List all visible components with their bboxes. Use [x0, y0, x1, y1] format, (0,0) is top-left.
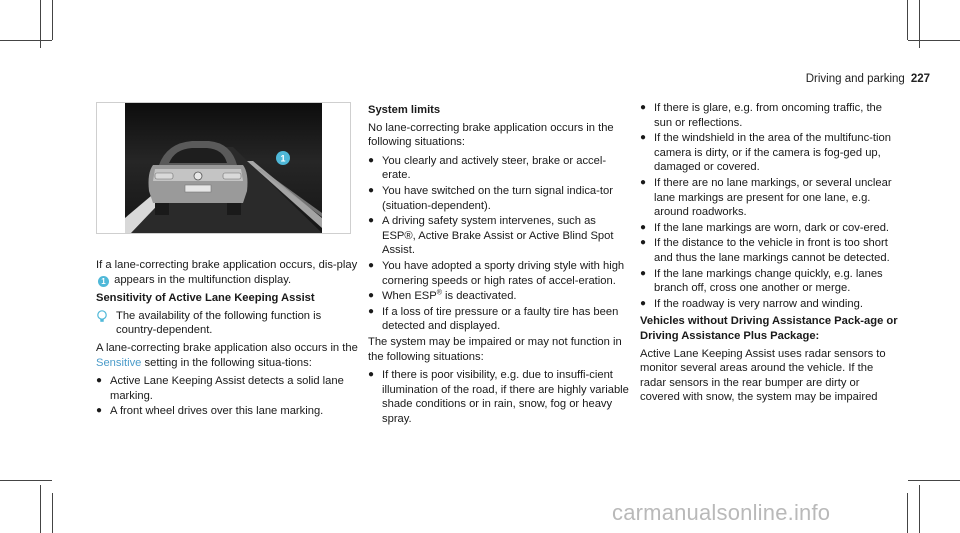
crop-mark — [52, 0, 53, 40]
list-item: ● If a loss of tire pressure or a faulty tire has been detected and displayed. — [368, 305, 619, 333]
bullet-icon: ● — [96, 375, 103, 387]
bullet-icon: ● — [368, 154, 375, 166]
section-title: Driving and parking — [805, 73, 905, 85]
bullet-icon: ● — [368, 305, 375, 317]
bullet-icon: ● — [640, 176, 647, 188]
vehicles-without-heading: Vehicles without Driving Assistance Pack-age or Driving Assistance Plus Package: — [640, 315, 898, 342]
bullet-icon: ● — [368, 184, 375, 196]
crop-mark — [907, 493, 908, 533]
crop-mark — [908, 40, 960, 41]
column-left — [96, 258, 358, 420]
list-item: ● When ESP® is deactivated. — [368, 289, 517, 303]
crop-mark — [908, 480, 960, 481]
list-item: ● If the lane markings are worn, dark or cov-ered. — [640, 221, 890, 234]
lane-assist-illustration — [96, 102, 351, 234]
bullet-icon: ● — [640, 237, 647, 249]
list-item: ● A front wheel drives over this lane marking. — [96, 405, 324, 418]
list-item: ● If the distance to the vehicle in front is too short and thus the lane markings cannot be detected. — [640, 237, 890, 264]
crop-mark — [40, 485, 41, 533]
list-item: ● Active Lane Keeping Assist detects a solid lane marking. — [96, 375, 344, 402]
list-item: ● If there is poor visibility, e.g. due to insuffi-cient illumination of the road, if there are highly variable shade conditions or in rain, snow, fog or heavy spray. — [368, 369, 629, 425]
info-icon — [96, 310, 110, 328]
list-item: ● If there is glare, e.g. from oncoming traffic, the sun or reflections. — [640, 102, 882, 129]
bullet-icon: ● — [640, 132, 647, 144]
callout-badge: 1 — [98, 276, 109, 287]
callout-number: 1 — [280, 153, 286, 164]
illustration-svg — [97, 103, 350, 233]
watermark: carmanualsonline.info — [612, 500, 831, 525]
bullet-icon: ● — [368, 215, 375, 227]
sensitive-setting-link: Sensitive — [96, 356, 142, 369]
page-number: 227 — [910, 73, 930, 85]
page-header — [760, 72, 930, 87]
bullet-icon: ● — [640, 267, 647, 279]
crop-mark — [907, 0, 908, 40]
list-item: ● If there are no lane markings, or several unclear lane markings are present for one lane, e.g. around roadworks. — [640, 176, 892, 219]
bullet-icon: ● — [640, 297, 647, 309]
availability-note — [96, 309, 358, 338]
list-item: ● If the roadway is very narrow and winding. — [640, 297, 863, 310]
sensitive-paragraph: A lane-correcting brake application also occurs in the Sensitive setting in the following situa-tions: — [96, 341, 358, 369]
list-item: ● You have adopted a sporty driving style with high cornering speeds or high rates of accel-eration. — [368, 259, 625, 287]
column-middle — [368, 100, 630, 427]
list-item: ● A driving safety system intervenes, such as ESP®, Active Brake Assist or Active Blind Spot Assist. — [368, 215, 614, 257]
crop-mark — [52, 493, 53, 533]
impairment-paragraph: The system may be impaired or may not function in the following situations: — [368, 335, 622, 363]
crop-mark — [0, 480, 52, 481]
column-right — [640, 100, 902, 409]
bullet-icon: ● — [368, 290, 375, 302]
bullet-icon: ● — [368, 369, 375, 381]
section-heading: Sensitivity of Active Lane Keeping Assist — [96, 292, 315, 305]
bullet-icon: ● — [96, 405, 103, 417]
radar-paragraph: Active Lane Keeping Assist uses radar sensors to monitor several areas around the vehicle. If the radar sensors in the rear bumper are dirty or covered with snow, the system may be impaired — [640, 347, 886, 404]
intro-paragraph: If a lane-correcting brake application occurs, dis-play 1 appears in the multifunction display. — [96, 259, 358, 286]
system-limits-intro: No lane-correcting brake application occurs in the following situations: — [368, 121, 614, 149]
bullet-icon: ● — [640, 221, 647, 233]
note-text: The availability of the following function is country-dependent. — [116, 309, 322, 337]
system-limits-heading: System limits — [368, 104, 441, 116]
bullet-icon: ● — [368, 259, 375, 271]
list-item: ● You have switched on the turn signal indica-tor (situation-dependent). — [368, 184, 613, 212]
crop-mark — [919, 485, 920, 533]
list-item: ● If the windshield in the area of the multifunc-tion camera is dirty, or if the camera is fog-ged up, damaged or covered. — [640, 132, 891, 174]
list-item: ● If the lane markings change quickly, e.g. lanes branch off, cross one another or merge. — [640, 267, 883, 295]
bullet-icon: ● — [640, 102, 647, 113]
list-item: ● You clearly and actively steer, brake or accel-erate. — [368, 154, 607, 182]
crop-mark — [0, 40, 52, 41]
